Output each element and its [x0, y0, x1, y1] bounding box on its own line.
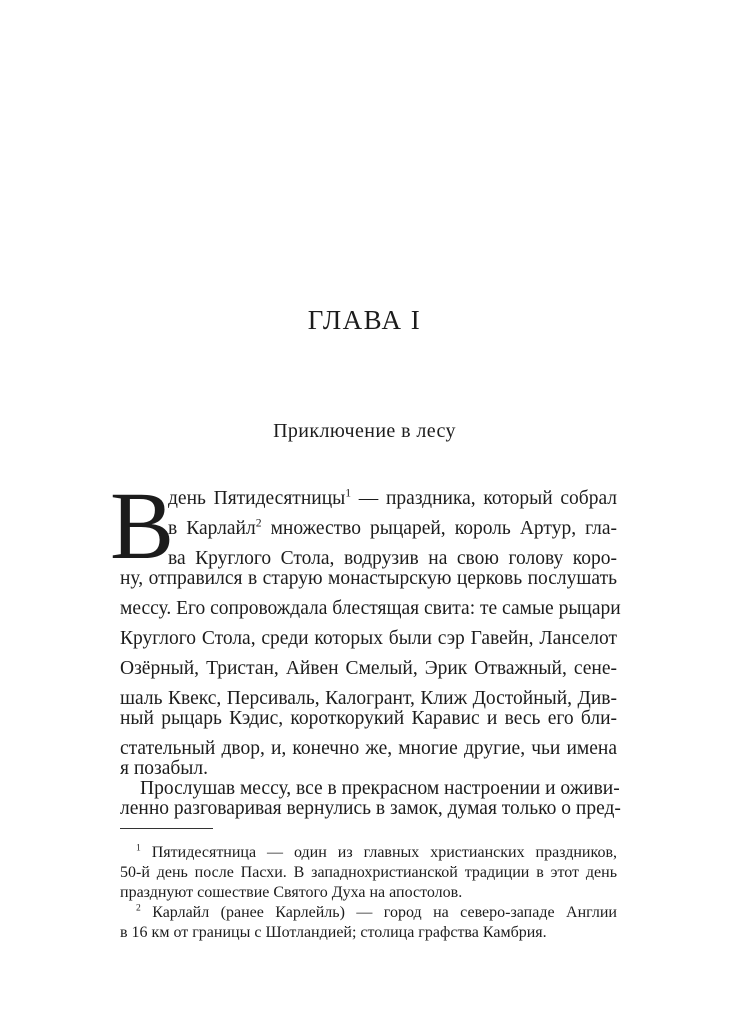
body-line-12: Прослушав мессу, все в прекрасном настроении и оживи- [140, 778, 620, 799]
footnote-marker-2: 2 [136, 902, 141, 914]
body-line-7: Озёрный, Тристан, Айвен Смелый, Эрик Отважный, сене- [120, 658, 617, 679]
footnote-1-line-1: $^1$ Пятидесятница — один из главных христианских праздников, [136, 842, 617, 861]
body-line-9: ный рыцарь Кэдис, короткорукий Каравис и весь его бли- [120, 708, 617, 729]
body-line-6: Круглого Стола, среди которых были сэр Гавейн, Ланселот [120, 628, 617, 649]
footnote-ref-2: 2 [255, 516, 262, 530]
footnote-marker-1: 1 [136, 842, 141, 854]
footnote-divider [120, 828, 213, 829]
body-line-4: ну, отправился в старую монастырскую церковь послушать [120, 568, 617, 589]
footnote-2-line-1: $^2$ Карлайл (ранее Карлейль) — город на северо-западе Англии [136, 902, 617, 921]
chapter-title: ГЛАВА I [307, 305, 422, 335]
drop-cap: В [110, 472, 175, 579]
body-line-5: мессу. Его сопровождала блестящая свита: те самые рыцари [120, 598, 621, 619]
body-line-10: стательный двор, и, конечно же, многие другие, чьи имена [120, 738, 617, 759]
body-line-3: ва Круглого Стола, водрузив на свою голову коро- [168, 548, 617, 569]
footnote-1-line-3: празднуют сошествие Святого Духа на апостолов. [120, 884, 463, 901]
body-line-11: я позабыл. [120, 758, 209, 779]
footnote-2-line-2: в 16 км от границы с Шотландией; столица графства Камбрия. [120, 924, 547, 941]
body-line-8: шаль Квекс, Персиваль, Калогрант, Клиж Достойный, Див- [120, 688, 617, 709]
body-line-13: ленно разговаривая вернулись в замок, думая только о пред- [120, 798, 621, 819]
body-line-2: в Карлайл$^2$ множество рыцарей, король Артур, гла- [168, 516, 617, 539]
footnote-ref-1: 1 [345, 486, 352, 500]
chapter-subtitle: Приключение в лесу [273, 420, 456, 442]
footnote-1-line-2: 50-й день после Пасхи. В западнохристианской традиции в этот день [120, 864, 617, 881]
body-line-1: день Пятидесятницы$^1$ — праздника, который собрал [168, 486, 617, 509]
